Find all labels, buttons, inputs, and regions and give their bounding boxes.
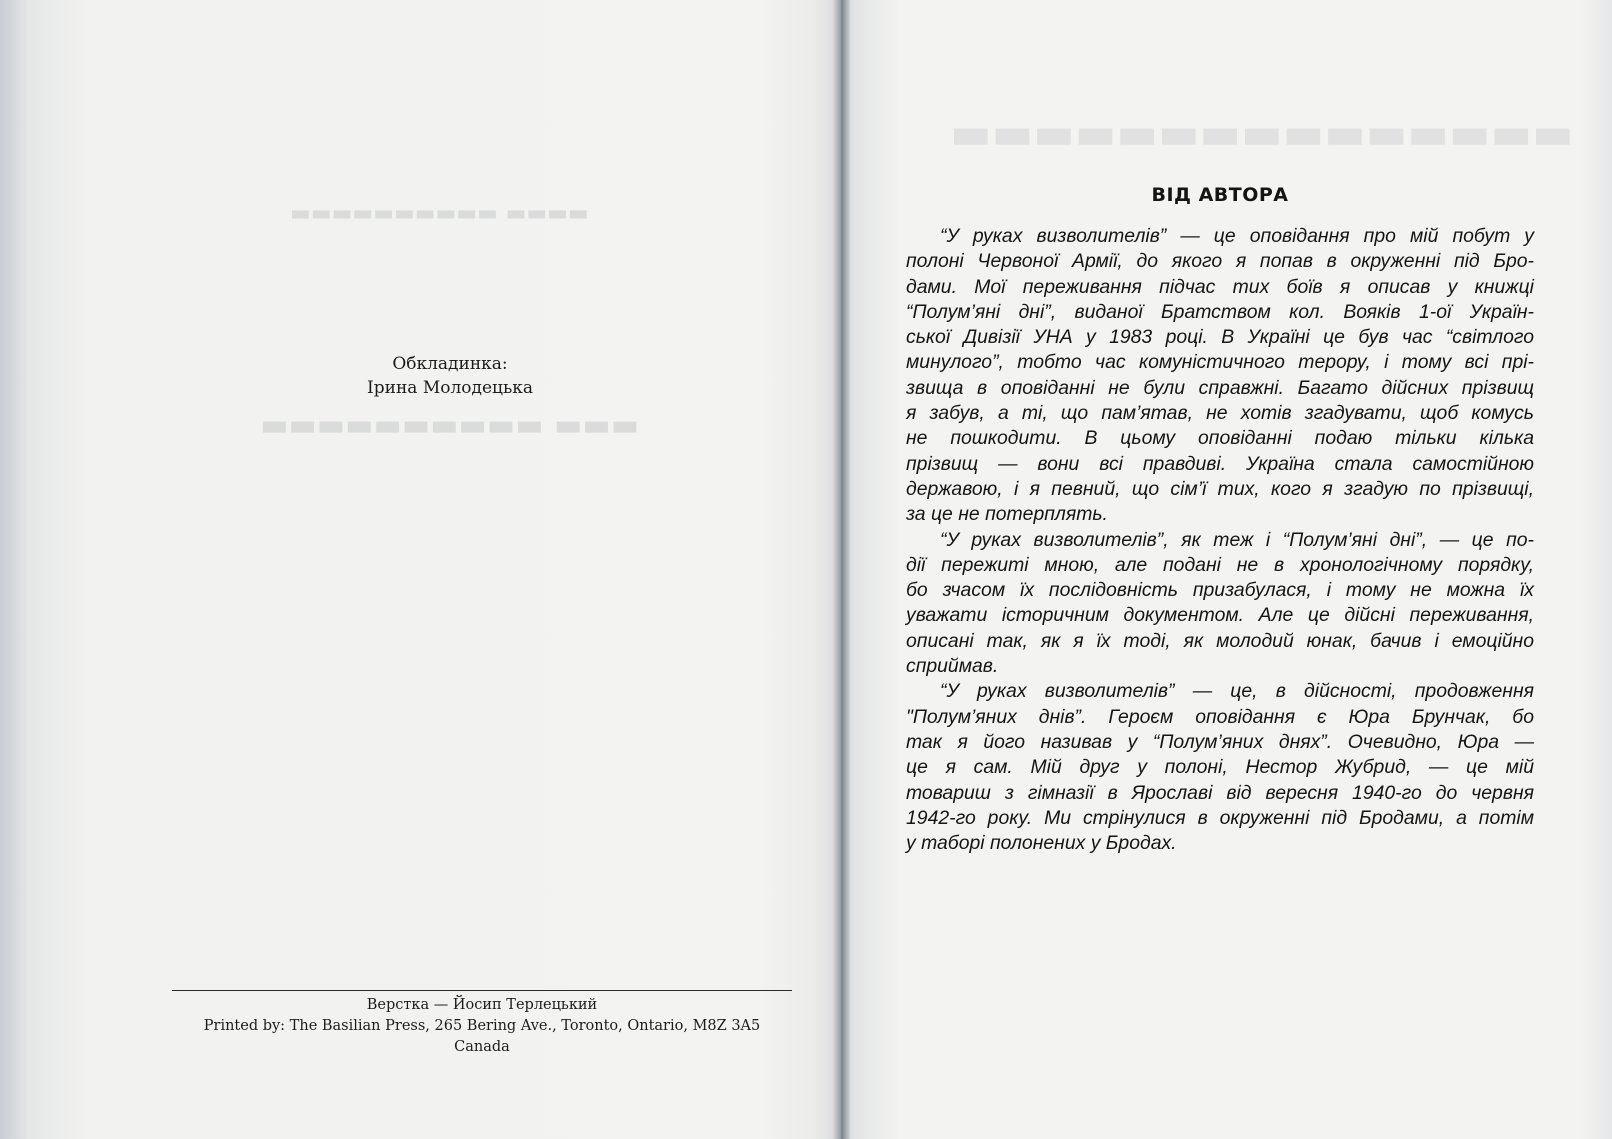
text-line: описані так, як я їх тоді, як молодий юнак, бачив і емоційно [906, 629, 1534, 652]
text-line: не пошкодити. В цьому оповіданні подаю тільки кілька [906, 427, 1534, 450]
show-through-decoration: ▬▬▬▬▬▬▬▬▬▬▬▬▬▬▬ [950, 108, 1574, 159]
text-line: я забув, а ті, що пам’ятав, не хотів згадувати, щоб комусь [906, 402, 1534, 425]
printer-credit: Printed by: The Basilian Press, 265 Bering Ave., Toronto, Ontario, M8Z 3A5 [203, 1018, 761, 1034]
text-line: сприймав. [906, 655, 999, 678]
text-line: 1942-го року. Ми стрінулися в окруженні під Бродами, а потім [906, 806, 1534, 829]
show-through-decoration: ▬▬▬▬ ▬▬▬▬▬▬▬▬▬▬ [290, 200, 589, 226]
text-line: товариш з гімназії в Ярославі від вересня 1940-го до червня [906, 781, 1534, 804]
text-line: “У руках визволителів” — це, в дійсності, продовження [940, 680, 1534, 703]
text-line: "Полум’яних днів”. Героєм оповідання є Юра Брунчак, бо [906, 705, 1534, 728]
text-line: звища в оповіданні не були справжні. Багато дійсних прізвищ [906, 376, 1534, 399]
book-gutter [832, 0, 850, 1139]
text-line: ської Дивізії УНА у 1983 році. В Україні це був час “світлого [906, 326, 1534, 349]
text-line: це я сам. Мій друг у полоні, Нестор Жубрид, — це мій [906, 756, 1534, 779]
text-line: “У руках визволителів” — це оповідання про мій побут у [940, 225, 1534, 247]
text-line: бо зчасом їх послідовність призабулася, і тому не можна їх [906, 579, 1534, 602]
text-line: дами. Мої переживання підчас тих боїв я описав у книжці [906, 275, 1534, 298]
cover-artist: Ірина Молодецька [367, 378, 533, 398]
text-line: прізвищ — вони всі правдиві. Україна стала самостійною [906, 452, 1534, 475]
divider-rule [172, 990, 792, 991]
section-title: ВІД АВТОРА [1151, 184, 1289, 206]
typesetting-credit: Верстка — Йосип Терлецький [366, 997, 598, 1013]
text-line: “Полум’яні дні”, виданої Братством кол. Вояків 1-ої Україн- [906, 300, 1534, 323]
text-line: у таборі полонених у Бродах. [906, 832, 1177, 855]
text-line: минулого”, тобто час комуністичного терору, і тому всі прі- [906, 351, 1534, 374]
text-line: за це не потерплять. [906, 503, 1108, 526]
cover-credit [300, 352, 600, 400]
text-line: державою, і я певний, що сім’ї тих, кого я згадую по прізвищі, [906, 477, 1534, 500]
author-foreword-text [906, 224, 1534, 856]
imprint-block [172, 995, 792, 1058]
text-line: полоні Червоної Армії, до якого я попав в окруженні під Бро- [906, 250, 1534, 273]
text-line: так я його називав у “Полум’яних днях”. Очевидно, Юра — [906, 730, 1534, 753]
cover-label: Обкладинка: [392, 354, 508, 374]
text-line: “У руках визволителів”, як теж і “Полум’яні дні”, — це по- [940, 528, 1534, 551]
text-line: дії пережиті мною, але подані не в хронологічному порядку, [906, 553, 1534, 576]
show-through-decoration: ▬▬▬ ▬▬▬▬▬▬▬▬▬▬ [260, 408, 639, 443]
text-line: уважати історичним документом. Але це дійсні переживання, [906, 604, 1534, 627]
printer-country: Canada [454, 1039, 510, 1055]
